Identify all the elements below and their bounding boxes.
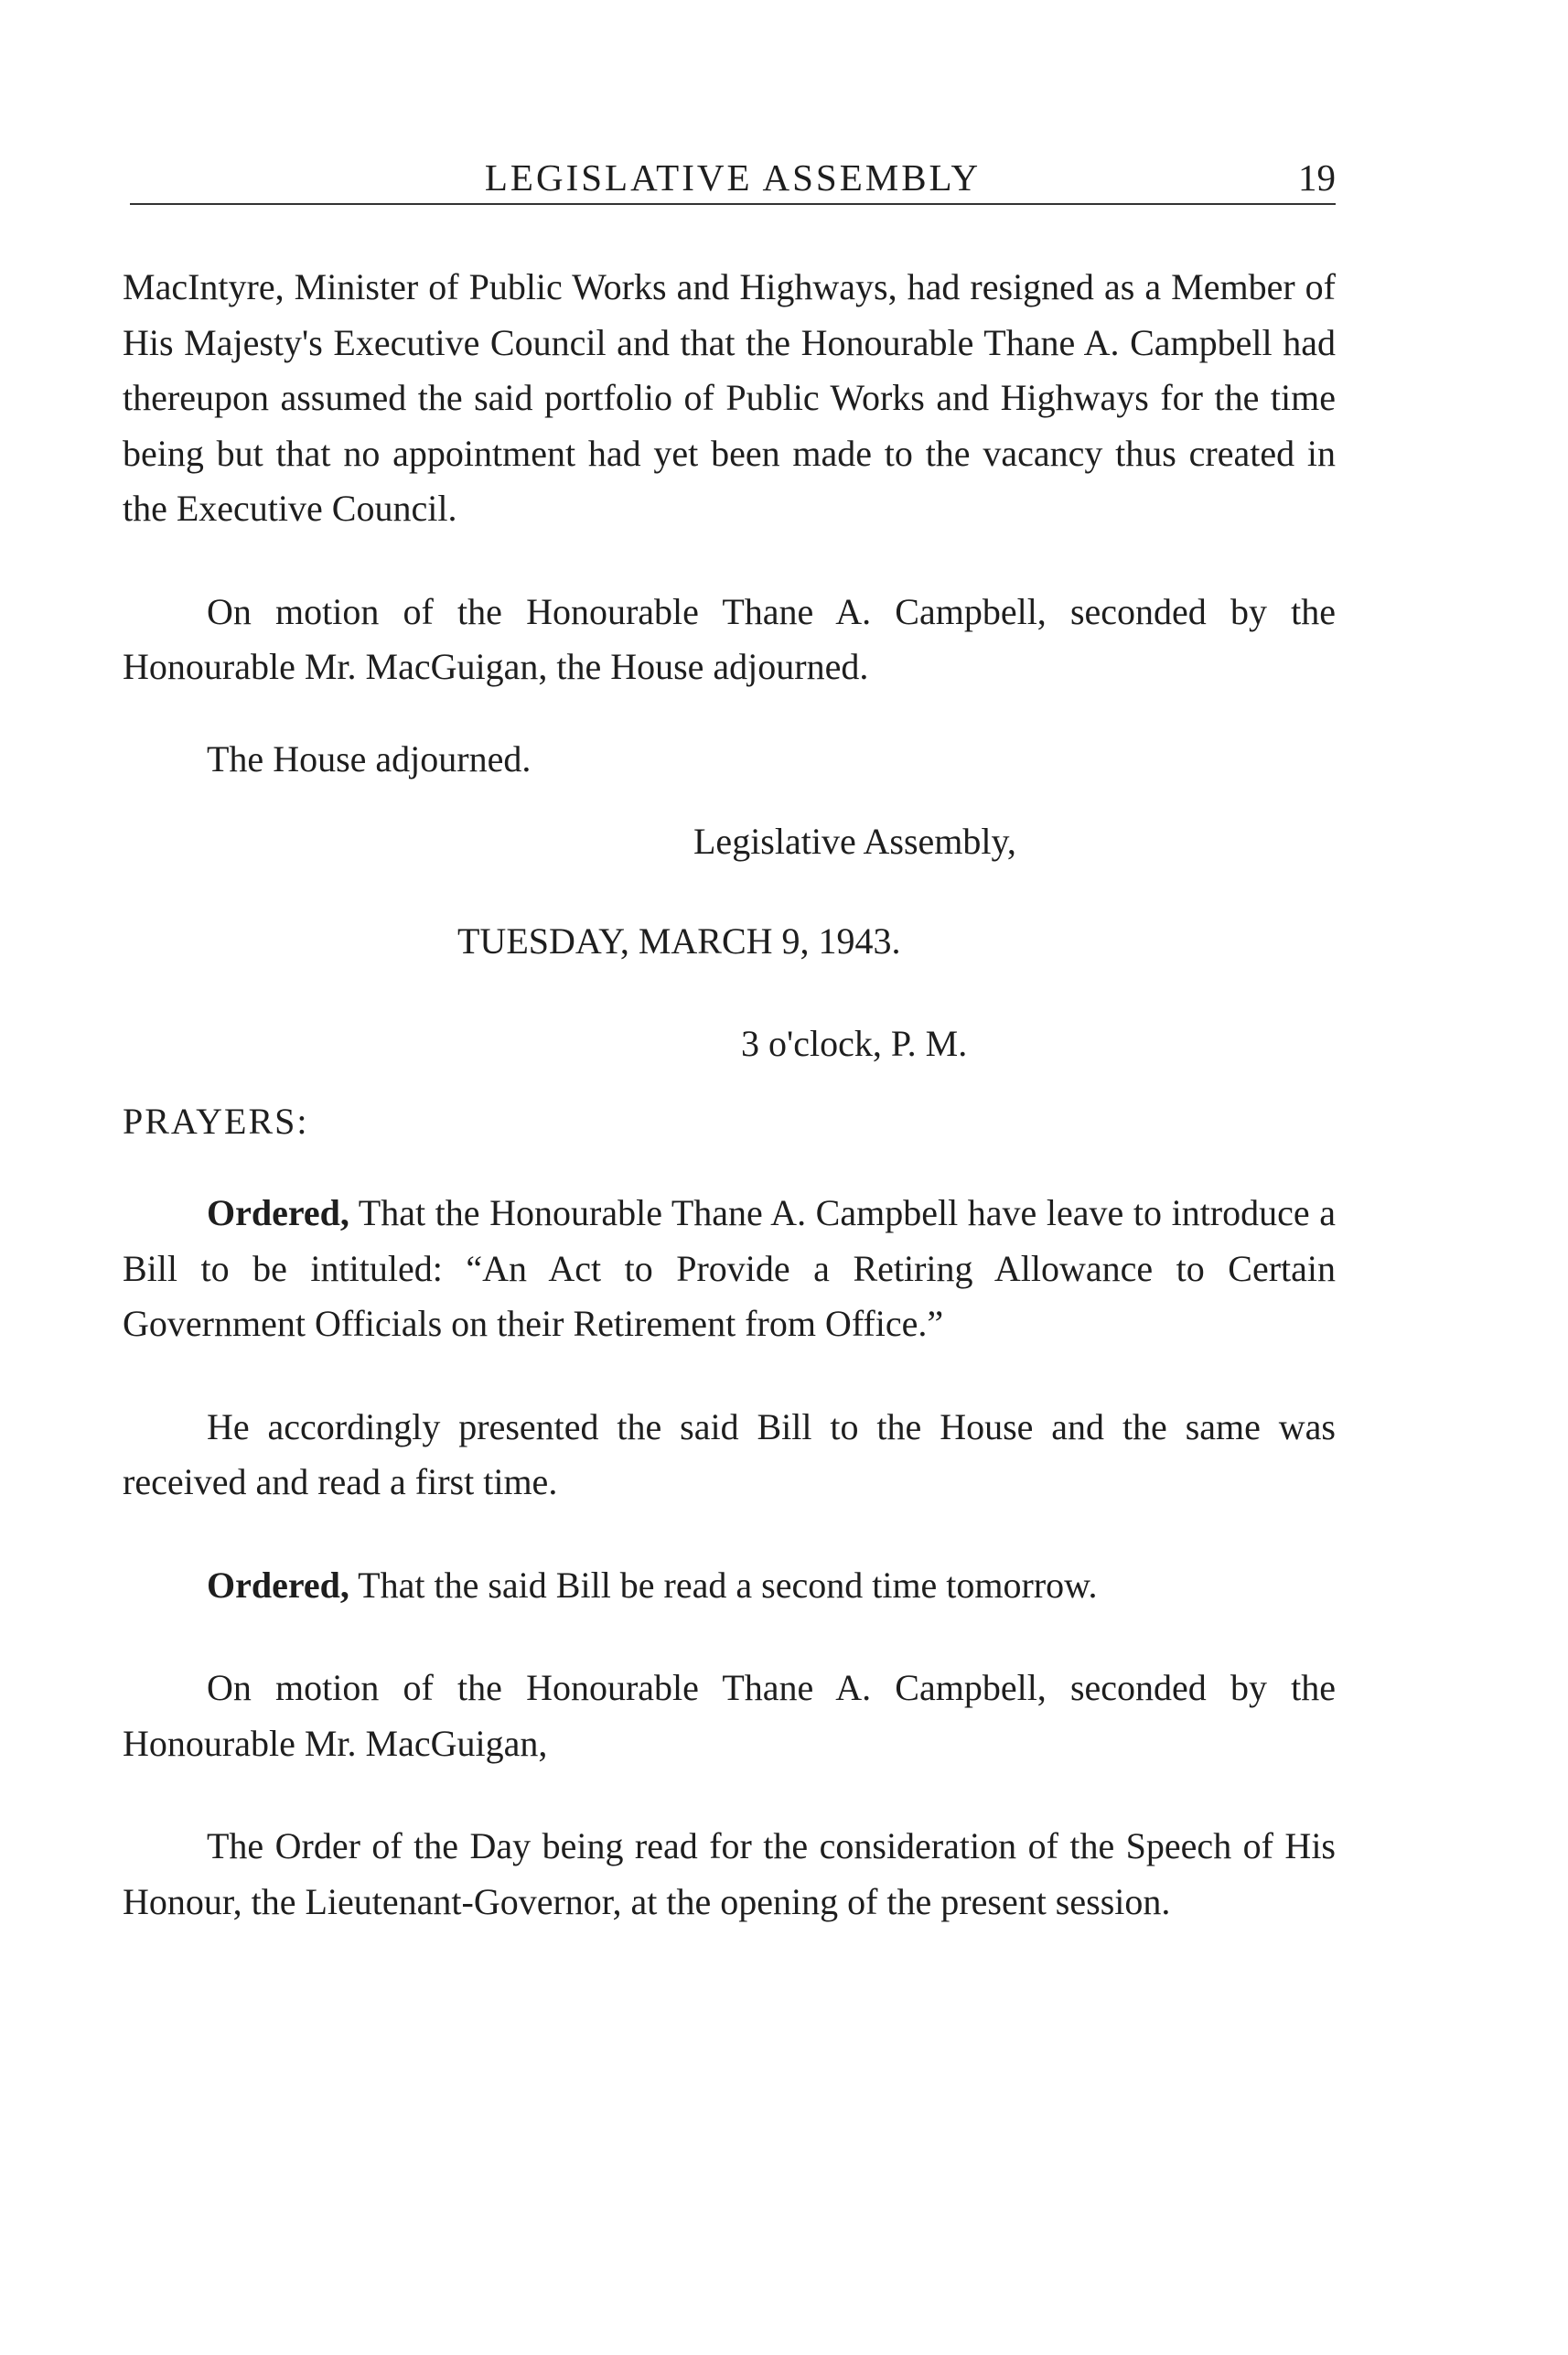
paragraph-bill-presented: He accordingly presented the said Bill to the House and the same was received and read a first time. — [123, 1405, 1336, 1502]
sitting-time: 3 o'clock, P. M. — [741, 1023, 968, 1064]
paragraph-motion-seconded: On motion of the Honourable Thane A. Campbell, seconded by the Honourable Mr. MacGuigan, — [123, 1667, 1336, 1764]
paragraph-resignation: MacIntyre, Minister of Public Works and Highways, had resigned as a Member of His Majesty's Executive Council and that the Honourable Thane A. Campbell had thereupon assumed the said portfolio of Public Works and Highways for the time being but that no appointment had yet been made to the vacancy thus created in the Executive Council. — [123, 266, 1336, 529]
ordered-text: That the said Bill be read a second time tomorrow. — [349, 1564, 1098, 1606]
paragraph-motion-adjourn: On motion of the Honourable Thane A. Campbell, seconded by the Honourable Mr. MacGuigan, the House adjourned. — [123, 590, 1336, 687]
ordered-text: That the Honourable Thane A. Campbell have leave to introduce a Bill to be intituled: “An Act to Provide a Retiring Allowance to Certain Government Officials on their Retirement from Office.” — [123, 1192, 1336, 1344]
running-head: LEGISLATIVE ASSEMBLY — [484, 156, 982, 199]
paragraph-ordered-leave — [123, 1186, 1336, 1352]
body-text — [123, 260, 1336, 1930]
prayers-heading: PRAYERS: — [123, 1100, 309, 1142]
page-number: 19 — [1298, 156, 1336, 199]
sitting-date: TUESDAY, MARCH 9, 1943. — [457, 919, 901, 962]
paragraph-ordered-second-reading — [123, 1558, 1336, 1614]
header-rule — [130, 203, 1336, 205]
page-header — [130, 146, 1336, 205]
ordered-label: Ordered, — [207, 1564, 349, 1606]
paragraph-order-of-day: The Order of the Day being read for the consideration of the Speech of His Honour, the Lieutenant-Governor, at the opening of the present session. — [123, 1825, 1336, 1922]
paragraph-house-adjourned: The House adjourned. — [207, 737, 532, 780]
ordered-label: Ordered, — [207, 1192, 349, 1233]
sitting-place: Legislative Assembly, — [693, 821, 1016, 862]
